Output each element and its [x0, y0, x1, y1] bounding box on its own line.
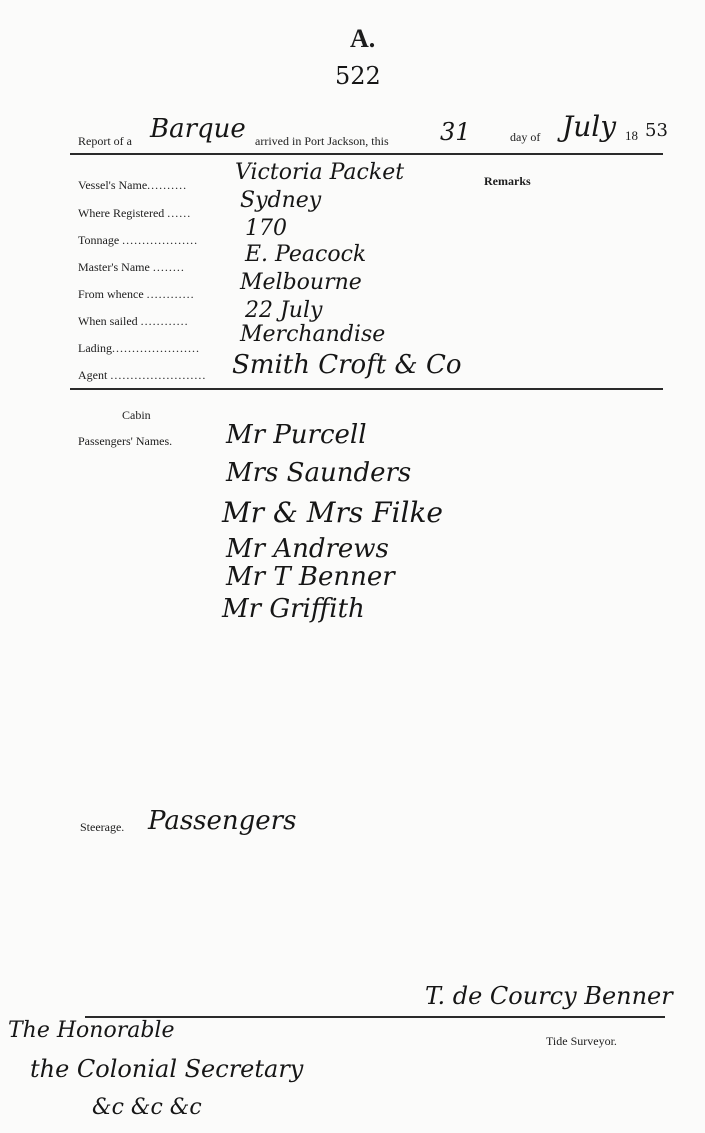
report-day: 31	[440, 118, 471, 146]
cabin-passenger: Mr & Mrs Filke	[222, 496, 443, 529]
addressee-line-1: The Honorable	[8, 1018, 175, 1043]
from-label: From whence ............	[78, 287, 195, 301]
lading-value: Merchandise	[240, 322, 386, 347]
signature-title: Tide Surveyor.	[546, 1034, 617, 1048]
agent-value: Smith Croft & Co	[232, 350, 462, 380]
cabin-passenger: Mr Griffith	[222, 594, 365, 624]
lading-label: Lading......................	[78, 341, 200, 355]
addressee-line-3: &c &c &c	[92, 1095, 202, 1120]
form-number: 522	[335, 62, 381, 90]
cabin-passenger: Mr Purcell	[226, 420, 367, 450]
registered-value: Sydney	[240, 188, 322, 213]
arrived-text: arrived in Port Jackson, this	[255, 134, 389, 148]
cabin-passenger: Mrs Saunders	[226, 458, 412, 488]
sailed-label: When sailed ............	[78, 314, 189, 328]
day-of-text: day of	[510, 130, 541, 144]
master-value: E. Peacock	[245, 242, 367, 267]
registered-label: Where Registered ......	[78, 206, 192, 220]
top-divider	[70, 153, 663, 155]
passengers-names-label: Passengers' Names.	[78, 434, 173, 448]
tonnage-label: Tonnage ...................	[78, 233, 199, 247]
year-prefix: 18	[625, 128, 638, 143]
report-prefix: Report of a	[78, 134, 132, 148]
cabin-passenger: Mr T Benner	[226, 562, 395, 592]
master-label: Master's Name ........	[78, 260, 185, 274]
form-letter: A.	[350, 24, 376, 53]
steerage-label: Steerage.	[80, 820, 125, 834]
cabin-label: Cabin	[122, 408, 151, 422]
agent-label: Agent ........................	[78, 368, 207, 382]
sailed-value: 22 July	[245, 298, 323, 323]
addressee-line-2: the Colonial Secretary	[30, 1055, 304, 1083]
middle-divider	[70, 388, 663, 390]
vessel-type: Barque	[150, 114, 246, 144]
year-suffix: 53	[645, 120, 668, 141]
remarks-label: Remarks	[484, 174, 531, 188]
report-month: July	[562, 110, 617, 143]
vessel-label: Vessel's Name..........	[78, 178, 188, 192]
vessel-value: Victoria Packet	[235, 160, 405, 185]
steerage-value: Passengers	[148, 806, 297, 836]
from-value: Melbourne	[240, 270, 362, 295]
cabin-passenger: Mr Andrews	[226, 534, 389, 564]
tonnage-value: 170	[245, 216, 287, 241]
surveyor-signature: T. de Courcy Benner	[425, 982, 673, 1010]
